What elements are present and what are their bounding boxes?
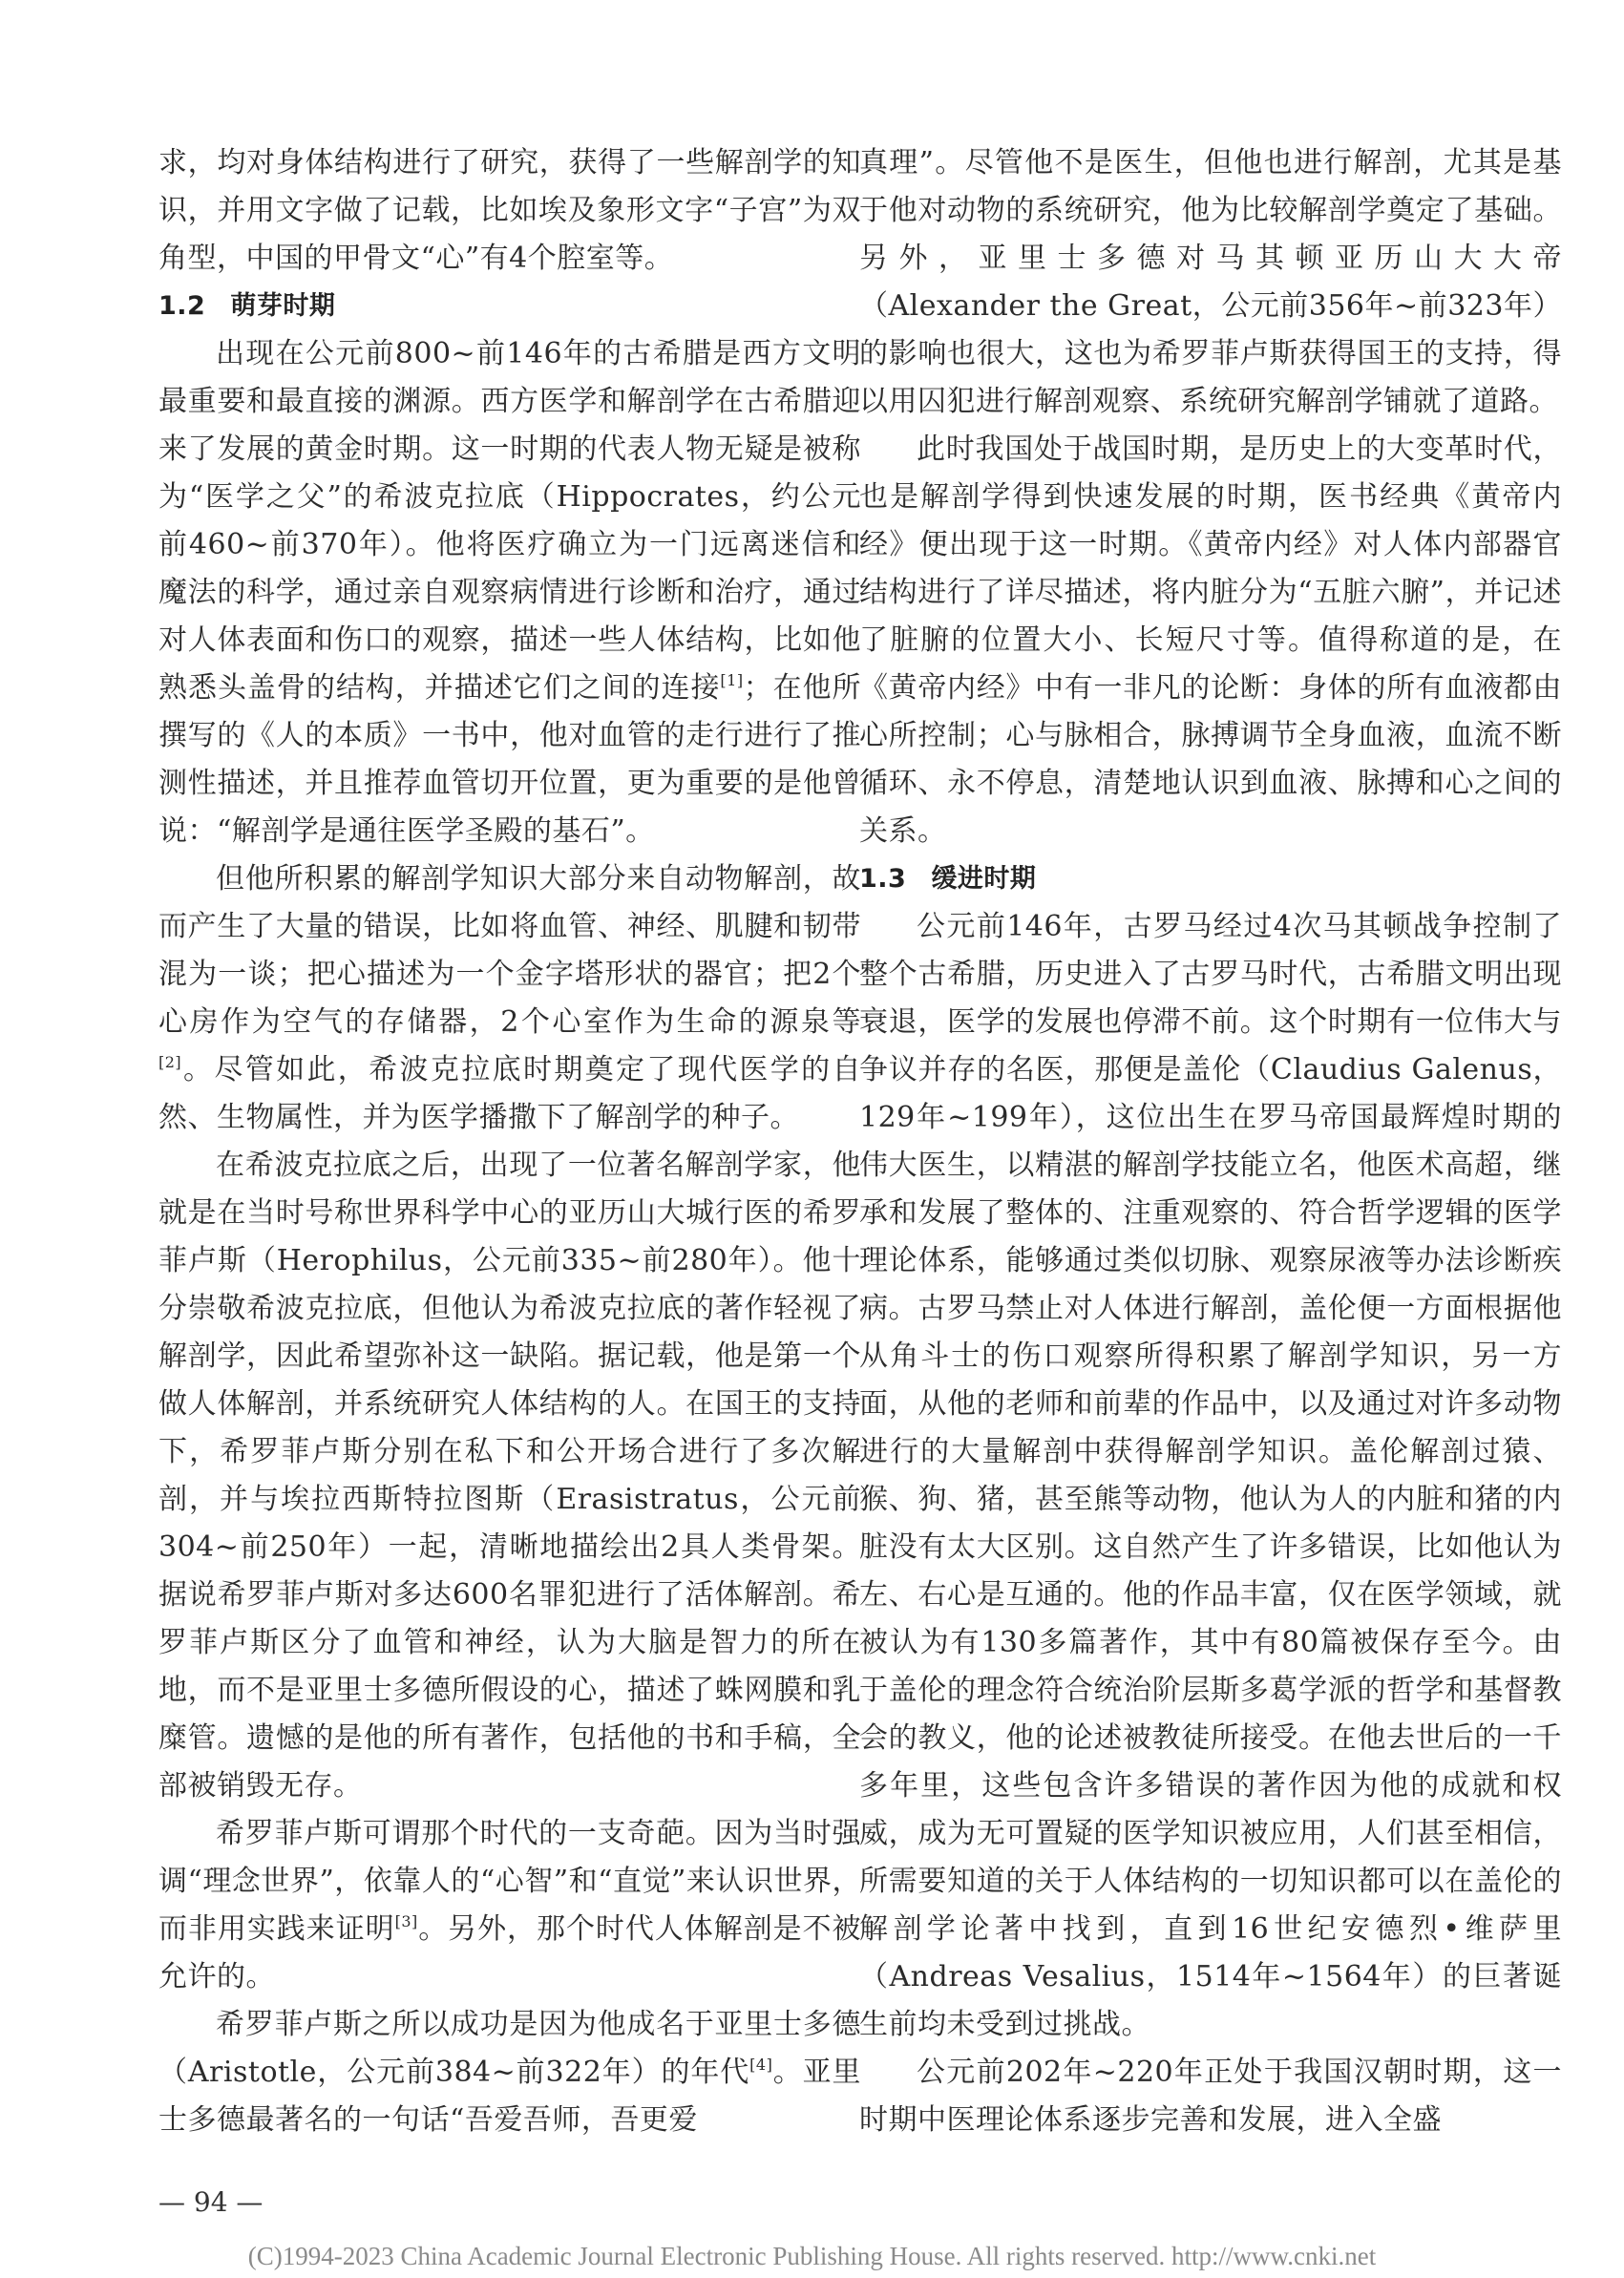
paragraph: 此时我国处于战国时期，是历史上的大变革时代，也是解剖学得到快速发展的时期，医书经典《黄帝内经》便出现于这一时期。《黄帝内经》对人体内部器官结构进行了详尽描述，将内脏分为“五脏六腑”，并记述了脏腑的位置大小、长短尺寸等。值得称道的是，在《黄帝内经》中有一非凡的论断：身体的所有血液都由心所控制；心与脉相合，脉搏调节全身血液，血流不断循环、永不停息，清楚地认识到血液、脉搏和心之间的关系。 — [859, 432, 1562, 848]
left-column — [158, 139, 861, 2144]
paragraph-text: 出现在公元前800~前146年的古希腊是西方文明最重要和最直接的渊源。西方医学和解剖学在古希腊迎来了发展的黄金时期。这一时期的代表人物无疑是被称为“医学之父”的希波克拉底（Hippocrates，约公元前460~前370年）。他将医疗确立为一门远离迷信和魔法的科学，通过亲自观察病情进行诊断和治疗，通过对人体表面和伤口的观察，描述一些人体结构，比如他熟悉头盖骨的结构，并描述它们之间的连接 — [158, 337, 861, 705]
paragraph — [158, 1810, 861, 2001]
citation: [3] — [394, 1912, 418, 1930]
citation: [2] — [158, 1053, 182, 1071]
paragraph: 在希波克拉底之后，出现了一位著名解剖学家，他就是在当时号称世界科学中心的亚历山大城行医的希罗菲卢斯（Herophilus，公元前335~前280年）。他十分崇敬希波克拉底，但他认为希波克拉底的著作轻视了解剖学，因此希望弥补这一缺陷。据记载，他是第一个做人体解剖，并系统研究人体结构的人。在国王的支持下，希罗菲卢斯分别在私下和公开场合进行了多次解剖，并与埃拉西斯特拉图斯（Erasistratus，公元前304~前250年）一起，清晰地描绘出2具人类骨架。据说希罗菲卢斯对多达600名罪犯进行了活体解剖。希罗菲卢斯区分了血管和神经，认为大脑是智力的所在地，而不是亚里士多德所假设的心，描述了蛛网膜和乳糜管。遗憾的是他的所有著作，包括他的书和手稿，全部被销毁无存。 — [158, 1149, 861, 1803]
section-number: 1.3 — [859, 864, 907, 894]
paragraph-text: 。亚里士多德最著名的一句话“吾爱吾师，吾更爱 — [158, 2056, 861, 2137]
section-title: 萌芽时期 — [230, 291, 336, 321]
section-heading-1-2 — [158, 283, 861, 330]
paragraph: 真理”。尽管他不是医生，但他也进行解剖，尤其是基于他对动物的系统研究，他为比较解剖学奠定了基础。另外，亚里士多德对马其顿亚历山大大帝（Alexander the Great，公元前356年~前323年）的影响也很大，这也为希罗菲卢斯获得国王的支持，得以用囚犯进行解剖观察、系统研究解剖学铺就了道路。 — [859, 146, 1562, 418]
copyright-footer: (C)1994-2023 China Academic Journal Electronic Publishing House. All rights reserved. http://www.cnki.net — [247, 2242, 1377, 2270]
paragraph-text: 希罗菲卢斯之所以成功是因为他成名于亚里士多德（Aristotle，公元前384~前322年）的年代 — [158, 2008, 861, 2089]
paragraph: 公元前146年，古罗马经过4次马其顿战争控制了整个古希腊，历史进入了古罗马时代，古希腊文明出现衰退，医学的发展也停滞不前。这个时期有一位伟大与争议并存的名医，那便是盖伦（Claudius Galenus，129年~199年），这位出生在罗马帝国最辉煌时期的伟大医生，以精湛的解剖学技能立名，他医术高超，继承和发展了整体的、注重观察的、符合哲学逻辑的医学理论体系，能够通过类似切脉、观察尿液等办法诊断疾病。古罗马禁止对人体进行解剖，盖伦便一方面根据他从角斗士的伤口观察所得积累了解剖学知识，另一方面，从他的老师和前辈的作品中，以及通过对许多动物进行的大量解剖中获得解剖学知识。盖伦解剖过猿、猴、狗、猪，甚至熊等动物，他认为人的内脏和猪的内脏没有太大区别。这自然产生了许多错误，比如他认为左、右心是互通的。他的作品丰富，仅在医学领域，就被认为有130多篇著作，其中有80篇被保存至今。由于盖伦的理念符合统治阶层斯多葛学派的哲学和基督教会的教义，他的论述被教徒所接受。在他去世后的一千多年里，这些包含许多错误的著作因为他的成就和权威，成为无可置疑的医学知识被应用，人们甚至相信，所需要知道的关于人体结构的一切知识都可以在盖伦的解剖学论著中找到，直到16世纪安德烈•维萨里（Andreas Vesalius，1514年~1564年）的巨著诞生前均未受到过挑战。 — [859, 910, 1562, 2041]
paragraph — [158, 855, 861, 1142]
paragraph: 求，均对身体结构进行了研究，获得了一些解剖学的知识，并用文字做了记载，比如埃及象形文字“子宫”为双角型，中国的甲骨文“心”有4个腔室等。 — [158, 146, 861, 275]
paragraph — [158, 330, 861, 855]
section-heading-1-3 — [859, 855, 1562, 903]
paragraph-text: ；在他所撰写的《人的本质》一书中，他对血管的走行进行了推测性描述，并且推荐血管切开位置，更为重要的是他曾说：“解剖学是通往医学圣殿的基石”。 — [158, 671, 862, 848]
page-number: — 94 — — [158, 2186, 264, 2218]
paragraph: 公元前202年~220年正处于我国汉朝时期，这一时期中医理论体系逐步完善和发展，进入全盛 — [859, 2056, 1562, 2137]
paragraph-text: 希罗菲卢斯可谓那个时代的一支奇葩。因为当时强调“理念世界”，依靠人的“心智”和“直觉”来认识世界，而非用实践来证明 — [158, 1817, 861, 1946]
right-column — [859, 139, 1562, 2144]
paragraph — [158, 2001, 861, 2144]
section-number: 1.2 — [158, 291, 206, 321]
paragraph-text: 。尽管如此，希波克拉底时期奠定了现代医学的自然、生物属性，并为医学播撒下了解剖学的种子。 — [158, 1053, 861, 1134]
paragraph-text: 。另外，那个时代人体解剖是不被允许的。 — [158, 1912, 862, 1993]
citation: [4] — [749, 2056, 773, 2074]
section-title: 缓进时期 — [931, 864, 1037, 894]
citation: [1] — [720, 671, 744, 689]
paragraph-text: 但他所积累的解剖学知识大部分来自动物解剖，故而产生了大量的错误，比如将血管、神经、肌腱和韧带混为一谈；把心描述为一个金字塔形状的器官；把2个心房作为空气的存储器，2个心室作为生命的源泉等 — [158, 862, 861, 1039]
